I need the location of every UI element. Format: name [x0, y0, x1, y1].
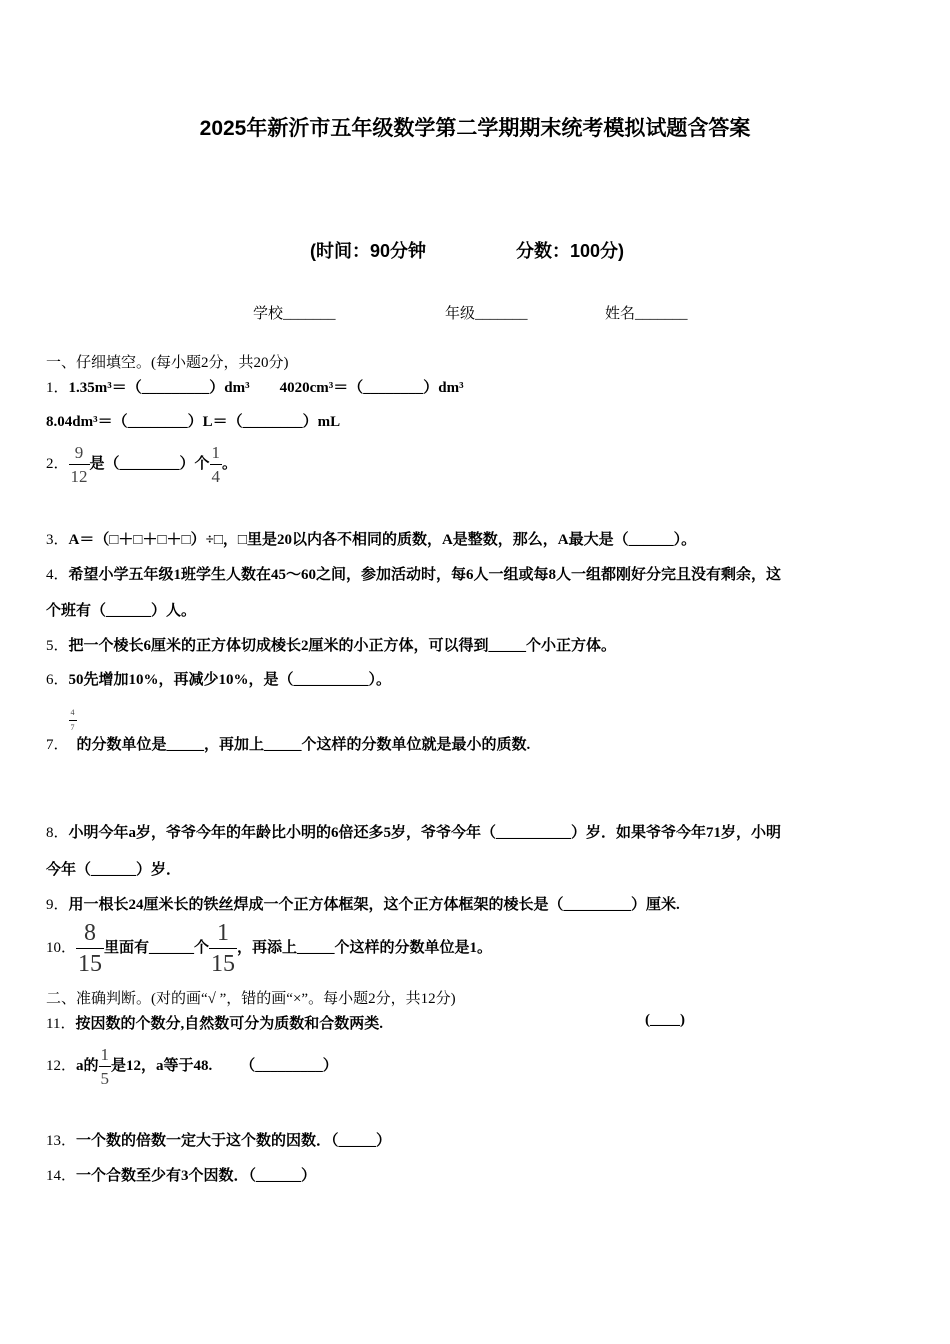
question-12	[46, 1046, 338, 1087]
q7-number: 7．	[46, 737, 69, 753]
q8-number: 8．	[46, 825, 69, 841]
q9-number: 9．	[46, 897, 69, 913]
q3-number: 3．	[46, 532, 69, 548]
question-13	[46, 1129, 391, 1150]
q2-fraction-2	[210, 444, 223, 485]
q6-text: 50先增加10%，再减少10%，是（__________）。	[68, 672, 392, 688]
q7-fraction	[69, 709, 77, 732]
q5-text: 把一个棱长6厘米的正方体切成棱长2厘米的小正方体，可以得到_____个小正方体。	[68, 638, 617, 654]
exam-score: 分数：100分)	[516, 241, 625, 261]
q9-text: 用一根长24厘米长的铁丝焊成一个正方体框架，这个正方体框架的棱长是（_________）厘米.	[68, 897, 680, 913]
q10-fraction-2	[209, 921, 237, 976]
question-11	[46, 1012, 383, 1033]
q5-number: 5．	[46, 638, 69, 654]
q12-answer-blank: （_________）	[240, 1057, 338, 1074]
q4-line2: 个班有（______）人。	[46, 603, 197, 619]
q6-number: 6．	[46, 672, 69, 688]
q1-line2: 8.04dm³＝（________）L＝（________）mL	[46, 414, 341, 430]
q11-answer-blank: (____)	[645, 1012, 685, 1028]
q3-text: A＝（□＋□＋□＋□）÷□，□里是20以内各不相同的质数，A是整数，那么，A最大是（______）。	[68, 532, 697, 548]
q7-frac-den: 7	[70, 723, 75, 732]
q8-line2: 今年（______）岁．	[46, 862, 182, 878]
q10-number: 10．	[46, 939, 77, 956]
q13-number: 13．	[46, 1133, 77, 1149]
q10-frac1-den: 15	[78, 951, 103, 977]
q7-text: 的分数单位是_____，再加上_____个这样的分数单位就是最小的质数.	[76, 737, 531, 753]
q2-frac1-den: 12	[70, 467, 88, 486]
q8-line1: 小明今年a岁，爷爷今年的年龄比小明的6倍还多5岁，爷爷今年（__________）岁．如果爷爷今年71岁，小明	[68, 825, 782, 841]
question-14	[46, 1164, 316, 1185]
q12-number: 12．	[46, 1057, 77, 1074]
q12-pre: a的	[76, 1057, 99, 1074]
q13-text: 一个数的倍数一定大于这个数的因数．（_____）	[76, 1133, 392, 1149]
question-7	[46, 709, 530, 754]
q2-frac2-den: 4	[211, 467, 221, 486]
q14-text: 一个合数至少有3个因数．（______）	[76, 1168, 317, 1184]
q2-mid: 是（________）个	[89, 455, 210, 472]
section1-heading: 一、仔细填空。(每小题2分，共20分)	[46, 355, 289, 371]
q7-frac-num: 4	[69, 709, 77, 721]
question-1	[46, 376, 464, 397]
name-field: 姓名_______	[605, 306, 688, 322]
school-field: 学校_______	[253, 306, 336, 322]
q10-end: ，再添上_____个这样的分数单位是1。	[237, 939, 493, 956]
question-3	[46, 528, 696, 549]
q1-number: 1．	[46, 380, 69, 396]
q10-mid: 里面有______个	[104, 939, 210, 956]
exam-time: (时间：90分钟	[310, 241, 427, 261]
q4-number: 4．	[46, 567, 69, 583]
q1-line1: 1.35m³＝（_________）dm³ 4020cm³＝（________）dm³	[68, 380, 464, 396]
q2-frac1-num: 9	[69, 444, 90, 465]
q2-fraction-1	[69, 444, 90, 485]
question-9	[46, 893, 680, 914]
question-8	[46, 821, 781, 842]
q10-frac2-den: 15	[211, 951, 236, 977]
q12-fraction	[99, 1046, 112, 1087]
q2-frac2-num: 1	[210, 444, 223, 465]
question-4	[46, 563, 781, 584]
q11-text: 按因数的个数分,自然数可分为质数和合数两类.	[75, 1016, 383, 1032]
question-5	[46, 634, 616, 655]
q12-frac-den: 5	[100, 1069, 110, 1088]
q10-frac2-num: 1	[209, 921, 237, 949]
q12-frac-num: 1	[99, 1046, 112, 1067]
q2-end: 。	[222, 455, 238, 472]
question-10	[46, 921, 492, 976]
q10-frac1-num: 8	[76, 921, 104, 949]
q10-fraction-1	[76, 921, 104, 976]
q12-text: 是12，a等于48.	[111, 1057, 213, 1074]
page-title: 2025年新沂市五年级数学第二学期期末统考模拟试题含答案	[199, 117, 751, 140]
grade-field: 年级_______	[445, 306, 528, 322]
question-2	[46, 444, 237, 485]
q14-number: 14．	[46, 1168, 77, 1184]
q2-number: 2．	[46, 455, 69, 472]
q11-number: 11．	[46, 1016, 76, 1032]
question-6	[46, 668, 391, 689]
section2-heading: 二、准确判断。(对的画“√ ”，错的画“×”。每小题2分，共12分)	[46, 991, 456, 1007]
q4-line1: 希望小学五年级1班学生人数在45～60之间，参加活动时，每6人一组或每8人一组都刚好分完且没有剩余，这	[68, 567, 782, 583]
